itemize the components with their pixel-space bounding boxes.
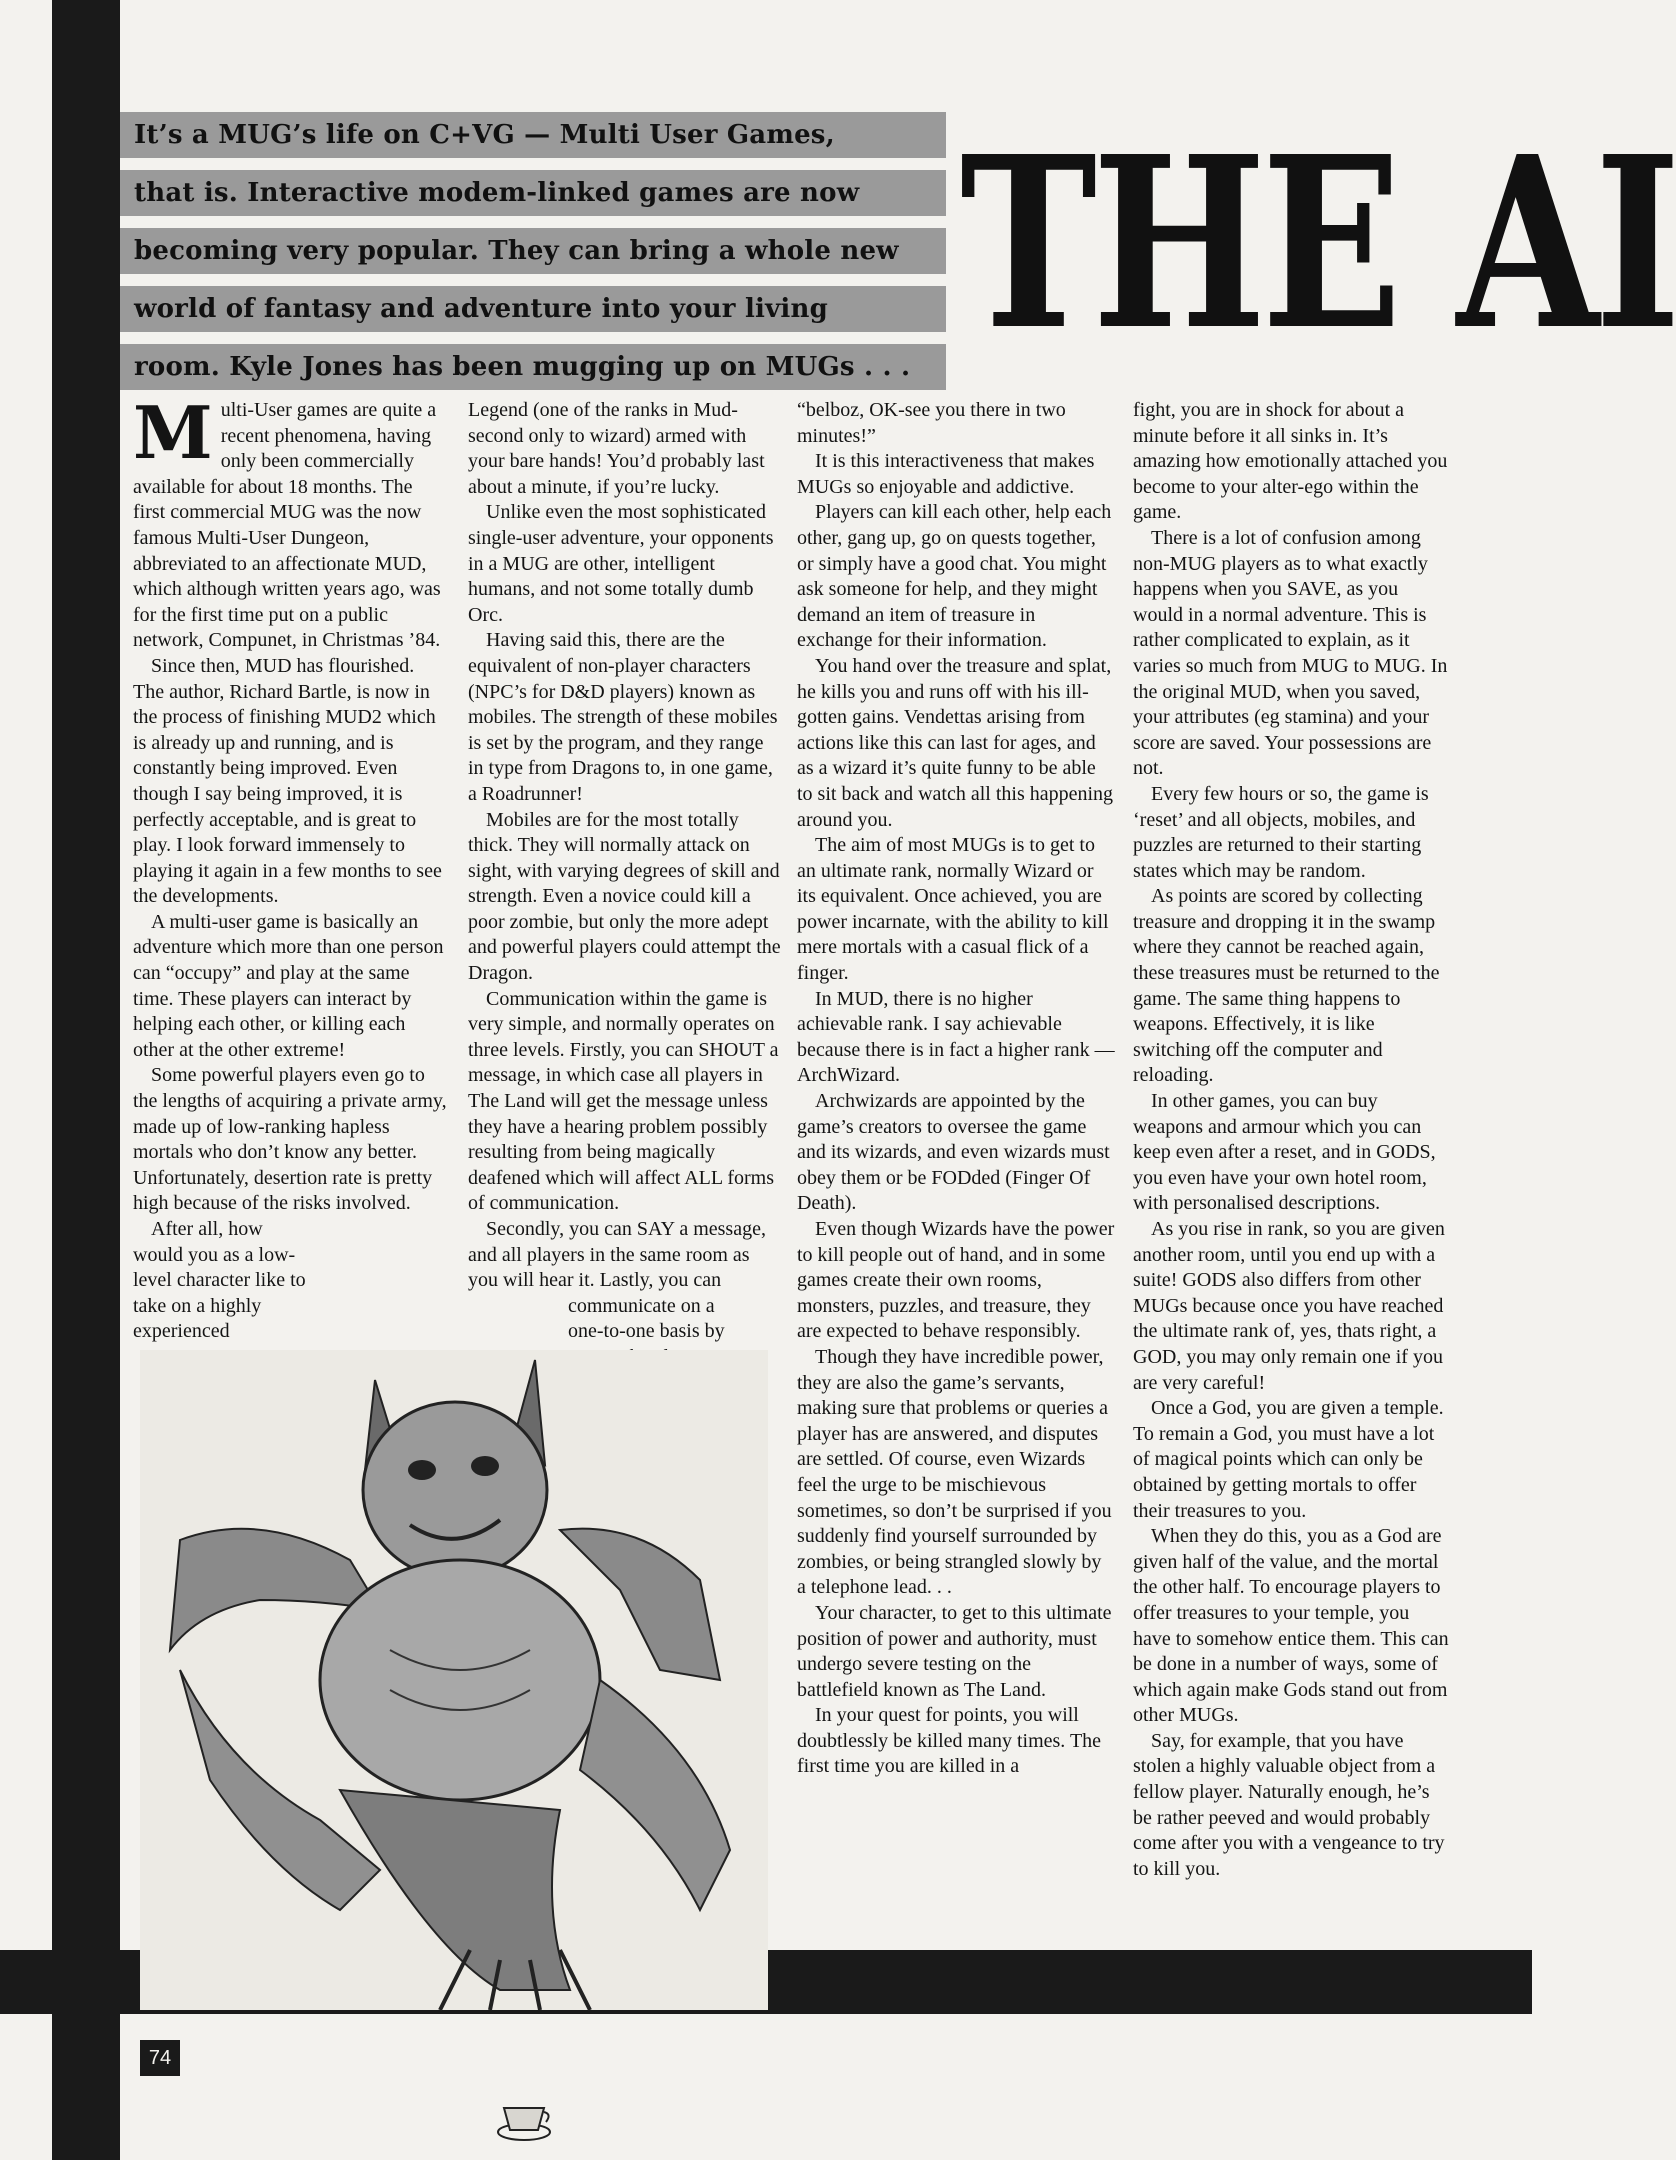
paragraph: Secondly, you can SAY a message, and all players in the same room as you will hear it. Lastly, you can (468, 1218, 766, 1292)
paragraph: Since then, MUD has flourished. The author, Richard Bartle, is now in the process of finishing MUD2 which is already up and running, and is constantly being improved. Even though I say being improved, it is perfectly acceptable, and is great to play. I look forward immensely to playing it again in a few months to see the developments. (133, 654, 442, 908)
paragraph: After all, how would you as a low-level character like to take on a highly experienced (133, 1218, 306, 1343)
article-column-1 (133, 390, 447, 1345)
standfirst-line: world of fantasy and adventure into your living (120, 286, 946, 332)
paragraph: Once a God, you are given a temple. To remain a God, you must have a lot of magical points which can only be obtained by getting mortals to offer their treasures to you. (1133, 1397, 1444, 1522)
article-column-3 (797, 398, 1115, 1780)
paragraph: Though they have incredible power, they are also the game’s servants, making sure that problems or queries a player has are answered, and disputes are settled. Of course, even Wizards feel the urge to be mischievous sometimes, so don’t be surprised if you suddenly find yourself surrounded by zombies, or being strangled slowly by a telephone lead. . . (797, 1345, 1112, 1599)
standfirst-line: becoming very popular. They can bring a whole new (120, 228, 946, 274)
standfirst-line: room. Kyle Jones has been mugging up on MUGs . . . (120, 344, 946, 390)
paragraph: Multi-User games are quite a recent phenomena, having only been commercially available for about 18 months. The first commercial MUG was the now famous Multi-User Dungeon, abbreviated to an affectionate MUD, which although written years ago, was for the first time put on a public network, Compunet, in Christmas ’84. (133, 390, 441, 652)
drop-cap: M (133, 390, 213, 475)
paragraph: fight, you are in shock for about a minute before it all sinks in. It’s amazing how emotionally attached you become to your alter-ego within the game. (1133, 399, 1448, 524)
paragraph: Every few hours or so, the game is ‘reset’ and all objects, mobiles, and puzzles are returned to their starting states which may be random. (1133, 782, 1429, 882)
paragraph: In your quest for points, you will doubtlessly be killed many times. The first time you are killed in a (797, 1704, 1102, 1778)
paragraph: Your character, to get to this ultimate position of power and authority, must undergo severe testing on the battlefield known as The Land. (797, 1601, 1112, 1701)
paragraph: Players can kill each other, help each other, gang up, go on quests together, or simply have a good chat. You might ask someone for help, and they might demand an item of treasure in exchange for their information. (797, 501, 1112, 652)
standfirst-line: It’s a MUG’s life on C+VG — Multi User Games, (120, 112, 946, 158)
page-number: 74 (140, 2040, 180, 2076)
page-headline: THE AI (960, 104, 1676, 382)
text-line: communicate on a (568, 1294, 715, 1317)
paragraph: In other games, you can buy weapons and armour which you can keep even after a reset, and in GODS, you even have your own hotel room, with personalised descriptions. (1133, 1090, 1436, 1215)
paragraph: Even though Wizards have the power to kill people out of hand, and in some games create their own rooms, monsters, puzzles, and treasure, they are expected to behave responsibly. (797, 1218, 1115, 1343)
paragraph: Communication within the game is very simple, and normally operates on three levels. Firstly, you can SHOUT a message, in which case all players in The Land will get the message unless they have a hearing problem possibly resulting from being magically deafened which will affect ALL forms of communication. (468, 987, 779, 1215)
creature-illustration (140, 1350, 768, 2010)
paragraph: In MUD, there is no higher achievable rank. I say achievable because there is in fact a higher rank — ArchWizard. (797, 987, 1115, 1087)
paragraph: “belboz, OK-see you there in two minutes!” (797, 399, 1066, 447)
paragraph: You hand over the treasure and splat, he kills you and runs off with his ill-gotten gains. Vendettas arising from actions like this can last for ages, and as a wizard it’s quite funny to be able to sit back and watch all this happening around you. (797, 654, 1114, 831)
paragraph: It is this interactiveness that makes MUGs so enjoyable and addictive. (797, 450, 1095, 498)
standfirst (120, 112, 946, 402)
teacup-icon (494, 2094, 554, 2144)
left-black-bar (52, 0, 120, 2160)
paragraph: Having said this, there are the equivalent of non-player characters (NPC’s for D&D players) known as mobiles. The strength of these mobiles is set by the program, and they range in type from Dragons to, in one game, a Roadrunner! (468, 629, 778, 805)
paragraph: The aim of most MUGs is to get to an ultimate rank, normally Wizard or its equivalent. Once achieved, you are power incarnate, with the ability to kill mere mortals with a casual flick of a finger. (797, 834, 1109, 985)
paragraph: Legend (one of the ranks in Mud-second only to wizard) armed with your bare hands! You’d probably last about a minute, if you’re lucky. (468, 399, 765, 498)
paragraph: Say, for example, that you have stolen a highly valuable object from a fellow player. Naturally enough, he’s be rather peeved and would probably come after you with a vengeance to try to kill you. (1133, 1729, 1445, 1880)
text-line: one-to-one basis by (568, 1320, 725, 1343)
paragraph: A multi-user game is basically an adventure which more than one person can “occupy” and play at the same time. These players can interact by helping each other, or killing each other at the other extreme! (133, 910, 444, 1061)
paragraph: Some powerful players even go to the lengths of acquiring a private army, made up of low-ranking hapless mortals who don’t know any better. Unfortunately, desertion rate is pretty high because of the risks involved. (133, 1064, 447, 1215)
paragraph: As you rise in rank, so you are given another room, until you end up with a suite! GODS also differs from other MUGs because once you have reached the ultimate rank of, yes, thats right, a GOD, you may only remain one if you are very careful! (1133, 1218, 1445, 1394)
paragraph: Archwizards are appointed by the game’s creators to oversee the game and its wizards, and even wizards must obey them or be FODded (Finger Of Death). (797, 1090, 1110, 1215)
paragraph: When they do this, you as a God are given half of the value, and the mortal the other half. To encourage players to offer treasures to your temple, you have to somehow entice them. This can be done in a number of ways, some of which again make Gods stand out from other MUGs. (1133, 1525, 1449, 1727)
article-column-4 (1133, 398, 1451, 1882)
paragraph: Unlike even the most sophisticated single-user adventure, your opponents in a MUG are other, intelligent humans, and not some totally dumb Orc. (468, 501, 774, 626)
paragraph: Mobiles are for the most totally thick. They will normally attack on sight, with varying degrees of skill and strength. Even a novice could kill a poor zombie, but only the more adept and powerful players could attempt the Dragon. (468, 808, 781, 985)
standfirst-line: that is. Interactive modem-linked games are now (120, 170, 946, 216)
paragraph: As points are scored by collecting treasure and dropping it in the swamp where they cannot be reached again, these treasures must be returned to the game. The same thing happens to weapons. Effectively, it is like switching off the computer and reloading. (1133, 885, 1440, 1087)
paragraph: There is a lot of confusion among non-MUG players as to what exactly happens when you SAVE, as you would in a normal adventure. This is rather complicated to explain, as it varies so much from MUG to MUG. In the original MUD, when you saved, your attributes (eg stamina) and your score are saved. Your possessions are not. (1133, 526, 1448, 780)
